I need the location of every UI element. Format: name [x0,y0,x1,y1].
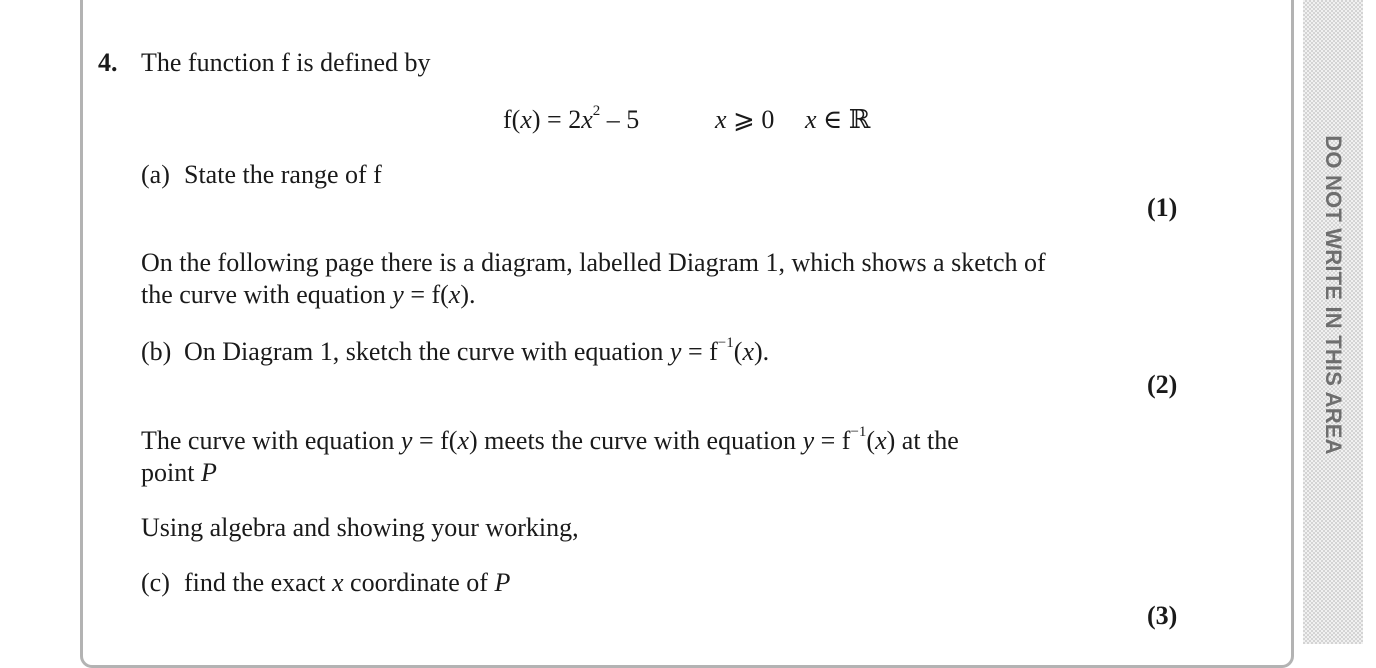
context-2-line-1: The curve with equation y = f(x) meets the curve with equation $y = f^{-1}(x)$ at the [141,424,959,455]
context-2-line-2: point P [141,458,217,487]
question-number: 4. [98,48,118,77]
part-a-label: (a) [141,160,170,189]
context-1-line-1: On the following page there is a diagram, labelled Diagram 1, which shows a sketch of [141,248,1046,277]
set-condition: x ∈ ℝ [805,105,871,134]
question-intro: The function f is defined by [141,48,431,77]
part-b-marks: (2) [1147,370,1178,399]
domain-condition: x ⩾ 0 [715,105,775,134]
instruction-text: Using algebra and showing your working, [141,513,579,542]
context-1-line-2: the curve with equation y = f(x). [141,280,476,309]
margin-note: DO NOT WRITE IN THIS AREA [1321,135,1346,455]
part-c-marks: (3) [1147,601,1178,630]
part-a-marks: (1) [1147,193,1178,222]
part-c-label: (c) [141,568,170,597]
part-b-label: (b) [141,337,172,366]
part-a-text: State the range of f [184,160,382,189]
function-definition: $f(x) = 2x^2 - 5$ [503,103,640,134]
part-b-text: On Diagram 1, sketch the curve with equation $y = f^{-1}(x)$. [184,335,770,366]
part-c-text: find the exact x coordinate of P [184,568,511,597]
